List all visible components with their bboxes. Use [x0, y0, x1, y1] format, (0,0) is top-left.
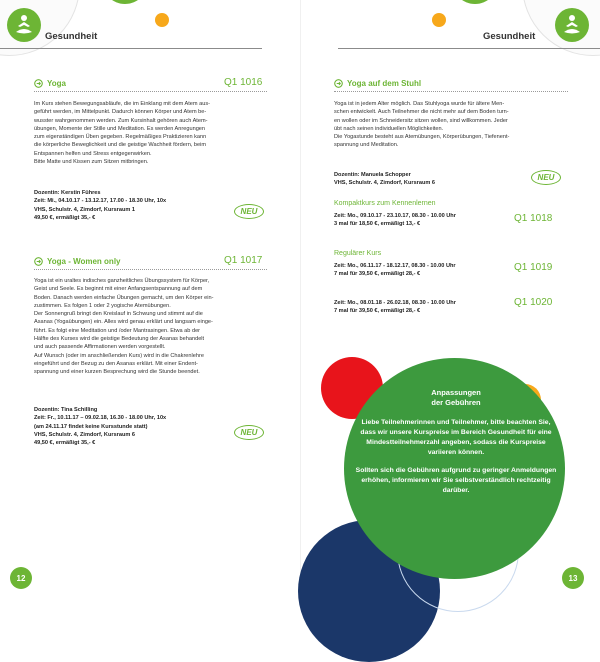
- header-title-right: Gesundheit: [483, 31, 536, 42]
- text-line: schen entwickelt. Auch Teilnehmer die nicht mehr auf dem Boden turn-: [334, 109, 509, 116]
- fee-notice-paragraph-1: Liebe Teilnehmerinnen und Teilnehmer, bitte beachten Sie, dass wir unsere Kurspreise im Bereich Gesundheit für eine Mindestteilnehmerzahl angeben, sodass die Kurspreise variieren können.: [360, 419, 552, 456]
- yoga-logo-left: [7, 8, 41, 42]
- women-details: [34, 406, 166, 447]
- text-line: zum eigenständigen Üben gegeben. Regelmäßiges Praktizieren kann: [34, 134, 207, 141]
- yoga-location: VHS, Schulstr. 4, Zimdorf, Kursraum 1: [34, 206, 136, 213]
- yoga-details: [34, 189, 166, 222]
- arrow-circle-icon: [34, 257, 43, 266]
- text-line: Bitte Matte und Kissen zum Sitzen mitbringen.: [34, 159, 149, 166]
- yoga-logo-right: [555, 8, 589, 42]
- regulaer-course-code: Q1 1019: [514, 262, 553, 273]
- regulaer-details: [334, 262, 456, 279]
- yoga-description: [34, 100, 274, 166]
- page-number-left: 12: [10, 567, 32, 589]
- text-line: eingeführt und der Bezug zu den Asanas erklärt. Mit einer Endent-: [34, 360, 198, 367]
- deco-circle-orange-top-left: [155, 13, 169, 27]
- text-line: Asanas (Yogaübungen) ein. Alles wird genau erklärt und langsam einge-: [34, 319, 213, 326]
- stuhl-heading: [334, 79, 421, 88]
- women-price: 49,50 €, ermäßigt 35,- €: [34, 440, 96, 447]
- text-line: spannung und einer kurzen Besprechung wird die Stunde beendet.: [34, 369, 200, 376]
- text-line: Hälfte des Kurses wird die geistige Bedeutung der Asanas behandelt: [34, 336, 205, 343]
- kompakt-details: [334, 212, 456, 229]
- meditation-icon: [12, 13, 36, 37]
- header-title-left: Gesundheit: [45, 31, 98, 42]
- page-divider: [300, 0, 301, 599]
- yoga-underline: [34, 91, 267, 92]
- text-line: en wollen oder im Schneidersitz sitzen wollen, sind willkommen. Jeder: [334, 117, 508, 124]
- text-line: und auch passende Affirmationen werden vorgestellt.: [34, 344, 166, 351]
- women-title: Yoga - Women only: [47, 257, 121, 266]
- text-line: zustimmen. Es folgen 1 oder 2 yogische Atemübungen.: [34, 302, 171, 309]
- yoga-course-code: Q1 1016: [224, 77, 263, 88]
- women-heading: [34, 257, 120, 266]
- fee-notice-title-line1: Anpassungen: [431, 388, 481, 397]
- arrow-circle-icon: [334, 79, 343, 88]
- kompakt-heading: Kompaktkurs zum Kennenlernen: [334, 200, 436, 207]
- text-line: Der Sonnengruß bringt den Kreislauf in Schwung und stimmt auf die: [34, 311, 203, 318]
- text-line: übt nach seinen individuellen Möglichkeiten.: [334, 125, 444, 132]
- arrow-circle-icon: [34, 79, 43, 88]
- regulaer-heading: Regulärer Kurs: [334, 250, 382, 257]
- deco-circle-green-top-left: [102, 0, 148, 4]
- fee-notice-paragraph-2: Sollten sich die Gebühren aufgrund zu geringer Anmeldungen erhöhen, informieren wir Sie selbstverständlich rechtzeitig darüber.: [355, 467, 557, 494]
- text-line: wusster wahrgenommen werden. Zum Kursinhalt gehören auch Atem-: [34, 117, 208, 124]
- meditation-icon: [560, 13, 584, 37]
- stuhl-title: Yoga auf dem Stuhl: [347, 79, 422, 88]
- text-line: Geist und Seele. Es beginnt mit einer Anfangsentspannung auf dem: [34, 286, 203, 293]
- fee-notice-title-line2: der Gebühren: [431, 398, 481, 407]
- women-teacher: Dozentin: Tina Schilling: [34, 407, 98, 413]
- text-line: Boden. Danach werden einfache Übungen gemacht, um den Körper ein-: [34, 294, 214, 301]
- deco-circle-orange-top-right: [432, 13, 446, 27]
- text-line: geführt werden, im Mittelpunkt. Dadurch können Körper und Atem be-: [34, 109, 207, 116]
- kompakt-time: Zeit: Mo., 09.10.17 - 23.10.17, 08.30 - 10.00 Uhr: [334, 213, 456, 219]
- yoga-new-badge: NEU: [234, 204, 264, 219]
- yoga-title: Yoga: [47, 79, 66, 88]
- text-line: Yoga ist ein uraltes indisches ganzheitliches Übungssystem für Körper,: [34, 278, 210, 284]
- text-line: Entspannen helfen und Stress entgegenwirken.: [34, 150, 152, 157]
- women-description: [34, 277, 274, 377]
- kompakt-course-code: Q1 1018: [514, 213, 553, 224]
- regulaer-price: 7 mal für 39,50 €, ermäßigt 28,- €: [334, 271, 421, 278]
- text-line: die körperliche Beweglichkeit und die geistige Wachheit fördern, beim: [34, 142, 207, 149]
- text-line: Im Kurs stehen Bewegungsabläufe, die im Einklang mit dem Atem aus-: [34, 101, 210, 107]
- third-course-code: Q1 1020: [514, 297, 553, 308]
- header-rule-right: [338, 48, 600, 49]
- stuhl-details: [334, 171, 435, 188]
- women-note: (am 24.11.17 findet keine Kursstunde statt): [34, 423, 148, 430]
- women-underline: [34, 269, 267, 270]
- stuhl-new-badge: NEU: [531, 170, 561, 185]
- stuhl-location: VHS, Schulstr. 4, Zimdorf, Kursraum 6: [334, 180, 436, 187]
- regulaer-time: Zeit: Mo., 06.11.17 - 18.12.17, 08.30 - 10.00 Uhr: [334, 263, 456, 269]
- kompakt-price: 3 mal für 18,50 €, ermäßigt 13,- €: [334, 221, 421, 228]
- women-time: Zeit: Fr., 10.11.17 – 09.02.18, 16.30 - 18.00 Uhr, 10x: [34, 415, 167, 422]
- header-rule-left: [0, 48, 262, 49]
- stuhl-description: [334, 100, 574, 150]
- third-price: 7 mal für 39,50 €, ermäßigt 28,- €: [334, 308, 421, 315]
- text-line: Die Yogastunde besteht aus Atemübungen, Körperübungen, Tiefenent-: [334, 134, 510, 141]
- fee-notice-title: [354, 388, 558, 408]
- women-course-code: Q1 1017: [224, 255, 263, 266]
- yoga-price: 49,50 €, ermäßigt 35,- €: [34, 214, 96, 221]
- yoga-time: Zeit: Mi., 04.10.17 - 13.12.17, 17.00 - 18.30 Uhr, 10x: [34, 198, 167, 205]
- fee-notice: [354, 388, 558, 504]
- text-line: spannung und Meditation.: [334, 142, 399, 149]
- third-details: [334, 299, 456, 316]
- text-line: Yoga ist in jedem Alter möglich. Das Stuhlyoga wurde für ältere Men-: [334, 101, 505, 107]
- text-line: übungen, Momente der Stille und Meditation. Es werden Anregungen: [34, 125, 206, 132]
- third-time: Zeit: Mo., 08.01.18 - 26.02.18, 08.30 - 10.00 Uhr: [334, 300, 456, 306]
- deco-circle-green-top-right: [452, 0, 498, 4]
- yoga-teacher: Dozentin: Kerstin Führes: [34, 190, 101, 196]
- page-number-right: 13: [562, 567, 584, 589]
- stuhl-underline: [334, 91, 568, 92]
- text-line: führt. Es folgt eine Meditation und /oder Mantrasingen. Etwa ab der: [34, 327, 201, 334]
- women-new-badge: NEU: [234, 425, 264, 440]
- yoga-heading: [34, 79, 66, 88]
- women-location: VHS, Schulstr. 4, Zimdorf, Kursraum 6: [34, 431, 136, 438]
- stuhl-teacher: Dozentin: Manuela Schopper: [334, 172, 411, 178]
- text-line: Auf Wunsch (oder im anschließenden Kurs) wird in die Chakrenlehre: [34, 352, 204, 359]
